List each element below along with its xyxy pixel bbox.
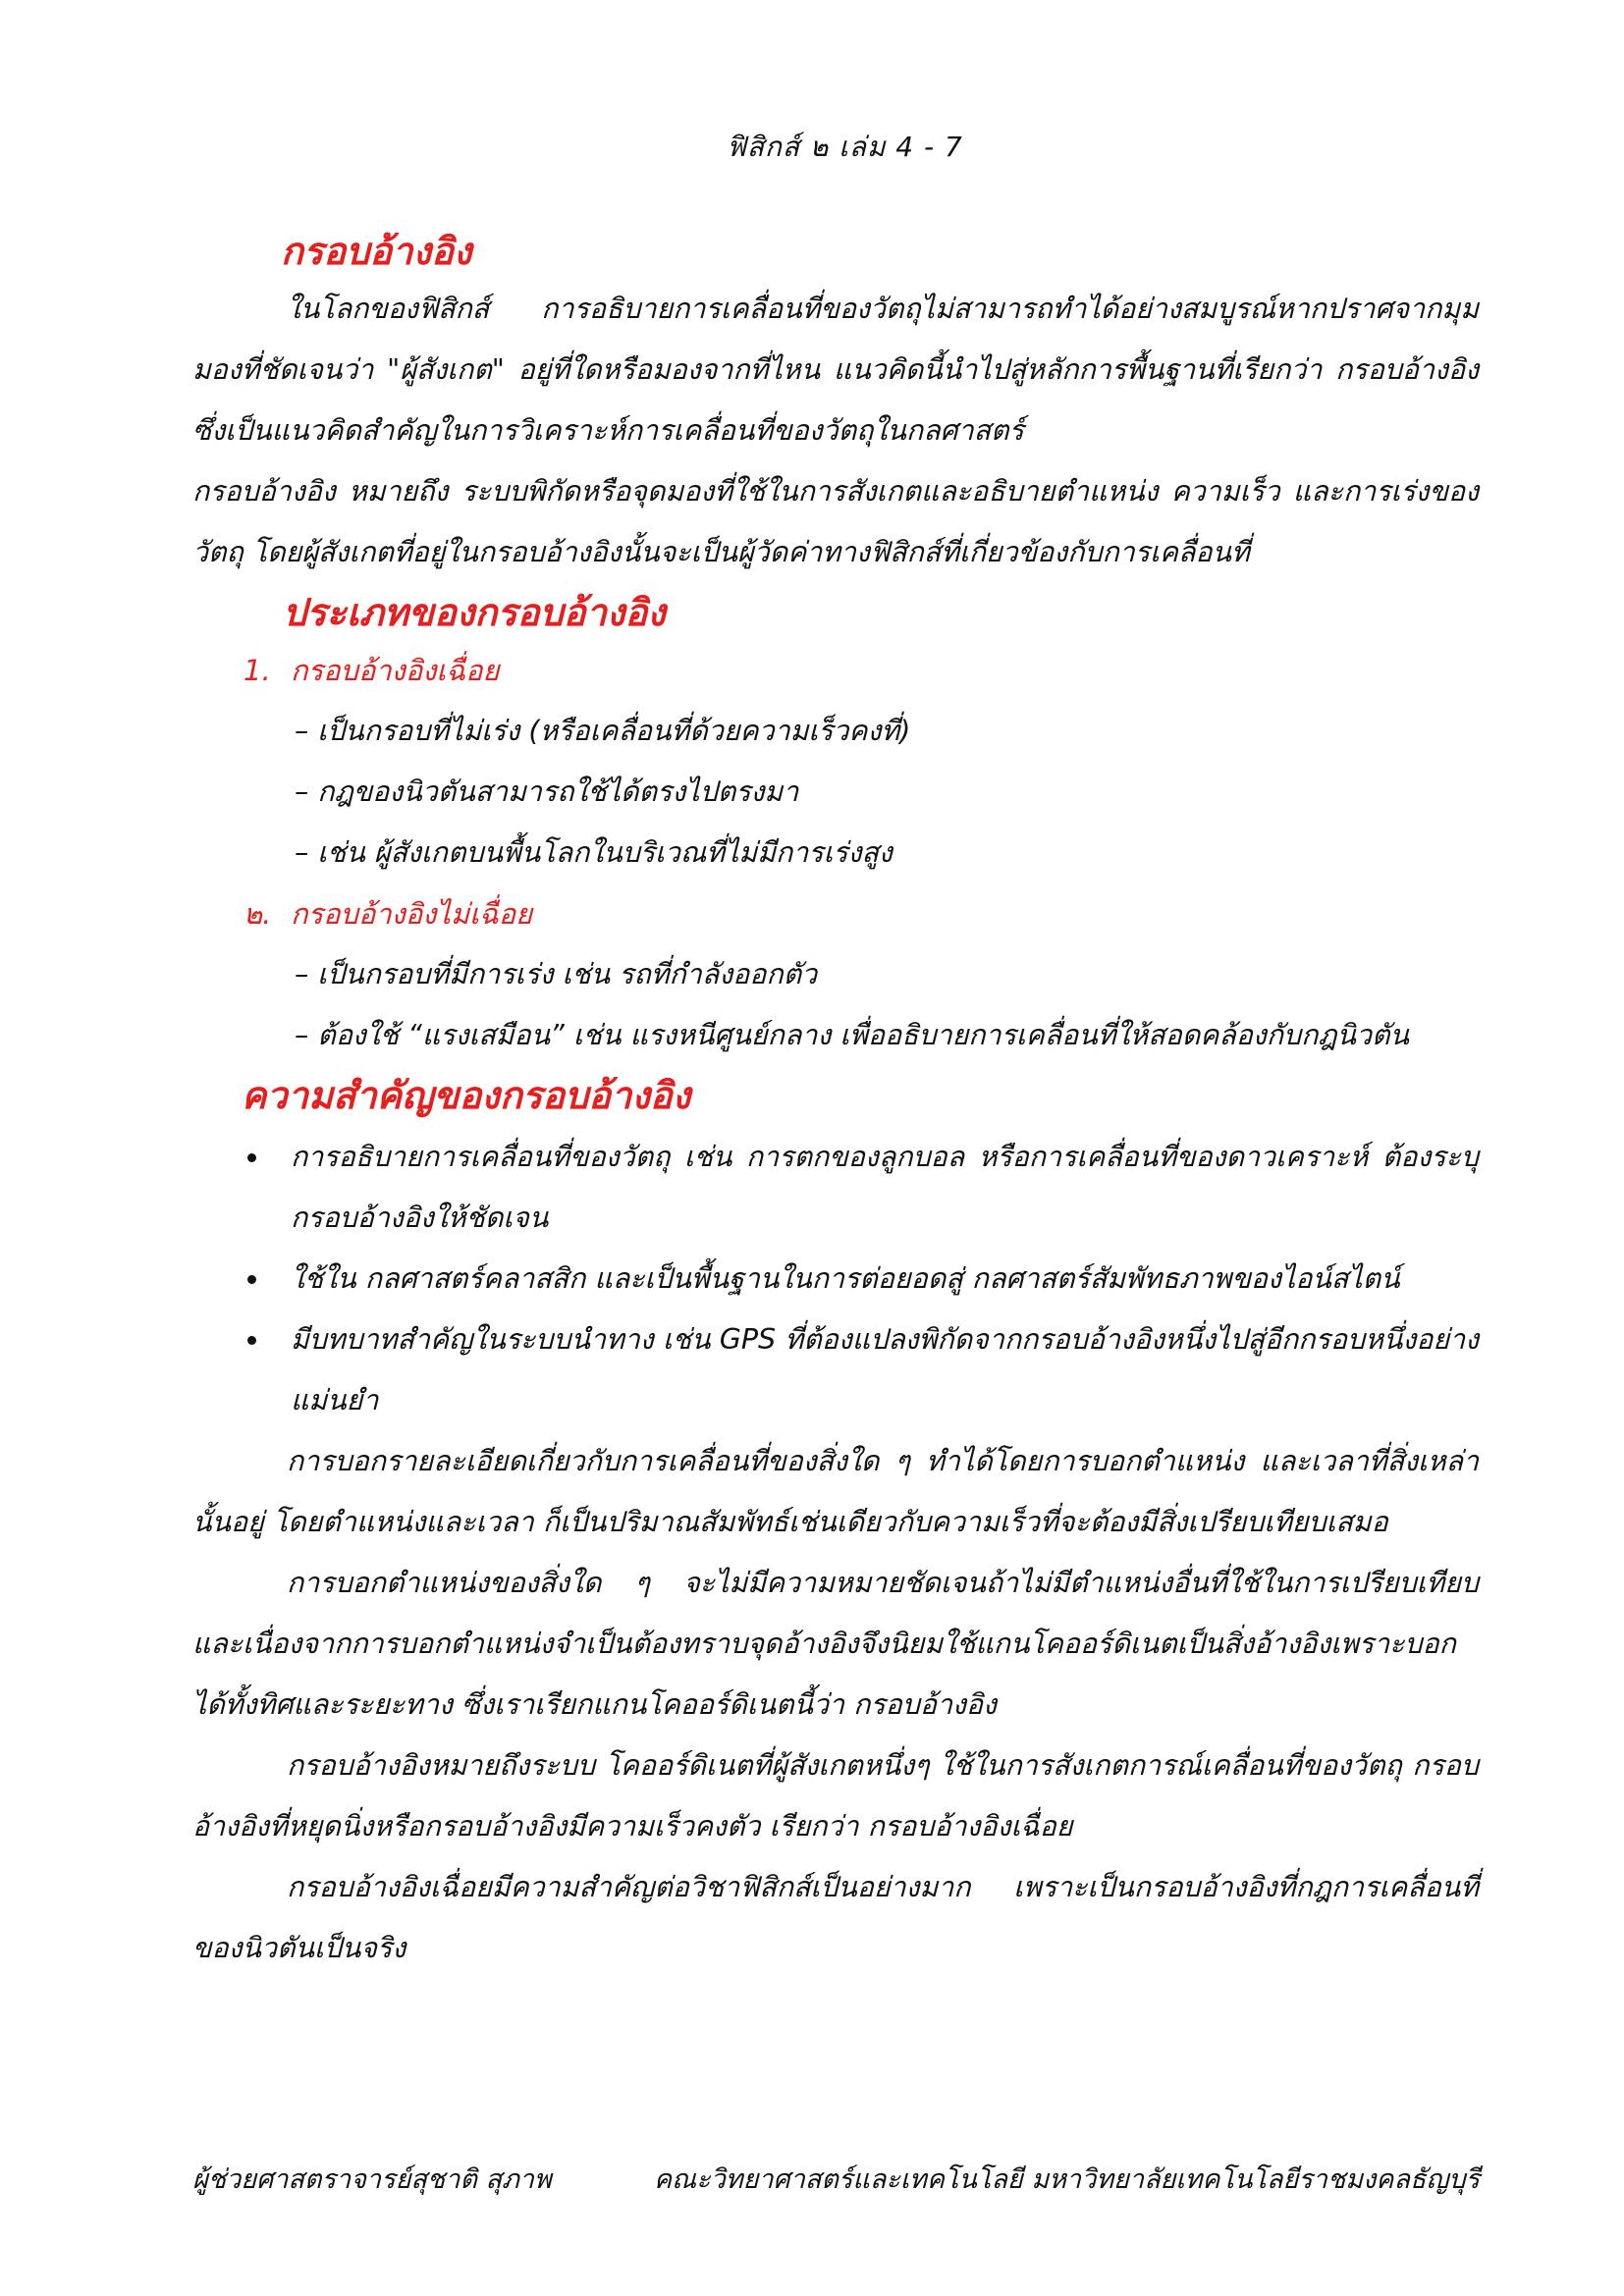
footer-author: ผู้ช่วยศาสตราจารย์สุชาติ สุภาพ — [192, 2164, 552, 2195]
page-content — [192, 224, 1479, 1979]
definition-paragraph: กรอบอ้างอิง หมายถึง ระบบพิกัดหรือจุดมองที่ใช้ในการสังเกตและอธิบายตำแหน่ง ความเร็ว และการเร่งของวัตถุ โดยผู้สังเกตที่อยู่ในกรอบอ้างอิงนั้นจะเป็นผู้วัดค่าทางฟิสิกส์ที่เกี่ยวข้องกับการเคลื่อนที่ — [192, 475, 1479, 568]
section-heading-reference-frame: กรอบอ้างอิง — [281, 230, 472, 273]
type-inertial — [192, 640, 1479, 883]
bullet-item: มีบทบาทสำคัญในระบบนำทาง เช่น GPS ที่ต้องแปลงพิกัดจากกรอบอ้างอิงหนึ่งไปสู่อีกกรอบหนึ่งอย่างแม่นยำ — [192, 1309, 1479, 1431]
bullet-item: การอธิบายการเคลื่อนที่ของวัตถุ เช่น การตกของลูกบอล หรือการเคลื่อนที่ของดาวเคราะห์ ต้องระบุกรอบอ้างอิงให้ชัดเจน — [192, 1127, 1479, 1249]
section-heading-types: ประเภทของกรอบอ้างอิง — [283, 591, 666, 634]
running-header: ฟิสิกส์ ๒ เล่ม 4 - 7 — [727, 131, 963, 163]
list-item: – เป็นกรอบที่มีการเร่ง เช่น รถที่กำลังออกตัว — [295, 958, 818, 990]
numbered-item-1 — [192, 640, 1479, 701]
body-paragraph: กรอบอ้างอิงเฉื่อยมีความสำคัญต่อวิชาฟิสิกส์เป็นอย่างมาก เพราะเป็นกรอบอ้างอิงที่กฎการเคลื่อนที่ของนิวตันเป็นจริง — [192, 1871, 1479, 1964]
list-item: – ต้องใช้ “แรงเสมือน” เช่น แรงหนีศูนย์กลาง เพื่ออธิบายการเคลื่อนที่ให้สอดคล้องกับกฎนิวตัน — [295, 1019, 1410, 1051]
importance-bullet-list — [192, 1127, 1479, 1431]
body-paragraph: กรอบอ้างอิงหมายถึงระบบ โคออร์ดิเนตที่ผู้สังเกตหนึ่งๆ ใช้ในการสังเกตการณ์เคลื่อนที่ของวัตถุ กรอบอ้างอิงที่หยุดนิ่งหรือกรอบอ้างอิงมีความเร็วคงตัว เรียกว่า กรอบอ้างอิงเฉื่อย — [192, 1749, 1479, 1842]
body-paragraph: การบอกตำแหน่งของสิ่งใด ๆ จะไม่มีความหมายชัดเจนถ้าไม่มีตำแหน่งอื่นที่ใช้ในการเปรียบเทียบ และเนื่องจากการบอกตำแหน่งจำเป็นต้องทราบจุดอ้างอิงจึงนิยมใช้แกนโคออร์ดิเนตเป็นสิ่งอ้างอิงเพราะบอกได้ทั้งทิศและระยะทาง ซึ่งเราเรียกแกนโคออร์ดิเนตนี้ว่า กรอบอ้างอิง — [192, 1567, 1479, 1721]
item-number: 1. — [244, 654, 271, 687]
list-item: – กฎของนิวตันสามารถใช้ได้ตรงไปตรงมา — [295, 775, 799, 808]
numbered-item-2 — [192, 883, 1479, 944]
footer-faculty: คณะวิทยาศาสตร์และเทคโนโลยี มหาวิทยาลัยเทคโนโลยีราชมงคลธัญบุรี — [654, 2164, 1480, 2195]
item-title: กรอบอ้างอิงไม่เฉื่อย — [291, 897, 533, 931]
intro-paragraph: ในโลกของฟิสิกส์ การอธิบายการเคลื่อนที่ของวัตถุไม่สามารถทำได้อย่างสมบูรณ์หากปราศจากมุมมองที่ชัดเจนว่า "ผู้สังเกต" อยู่ที่ใดหรือมองจากที่ไหน แนวคิดนี้นำไปสู่หลักการพื้นฐานที่เรียกว่า กรอบอ้างอิง ซึ่งเป็นแนวคิดสำคัญในการวิเคราะห์การเคลื่อนที่ของวัตถุในกลศาสตร์ — [192, 293, 1479, 447]
item-number: ๒. — [244, 897, 272, 931]
list-item: – เป็นกรอบที่ไม่เร่ง (หรือเคลื่อนที่ด้วยความเร็วคงที่) — [295, 715, 911, 747]
bullet-item: ใช้ใน กลศาสตร์คลาสสิก และเป็นพื้นฐานในการต่อยอดสู่ กลศาสตร์สัมพัทธภาพของไอน์สไตน์ — [192, 1249, 1479, 1309]
section-heading-importance: ความสำคัญของกรอบอ้างอิง — [242, 1074, 691, 1117]
list-item: – เช่น ผู้สังเกตบนพื้นโลกในบริเวณที่ไม่มีการเร่งสูง — [295, 836, 893, 869]
body-paragraph: การบอกรายละเอียดเกี่ยวกับการเคลื่อนที่ของสิ่งใด ๆ ทำได้โดยการบอกตำแหน่ง และเวลาที่สิ่งเหล่านั้นอยู่ โดยตำแหน่งและเวลา ก็เป็นปริมาณสัมพัทธ์เช่นเดียวกับความเร็วที่จะต้องมีสิ่งเปรียบเทียบเสมอ — [192, 1445, 1479, 1538]
type-non-inertial — [192, 883, 1479, 1066]
item-title: กรอบอ้างอิงเฉื่อย — [291, 654, 500, 687]
